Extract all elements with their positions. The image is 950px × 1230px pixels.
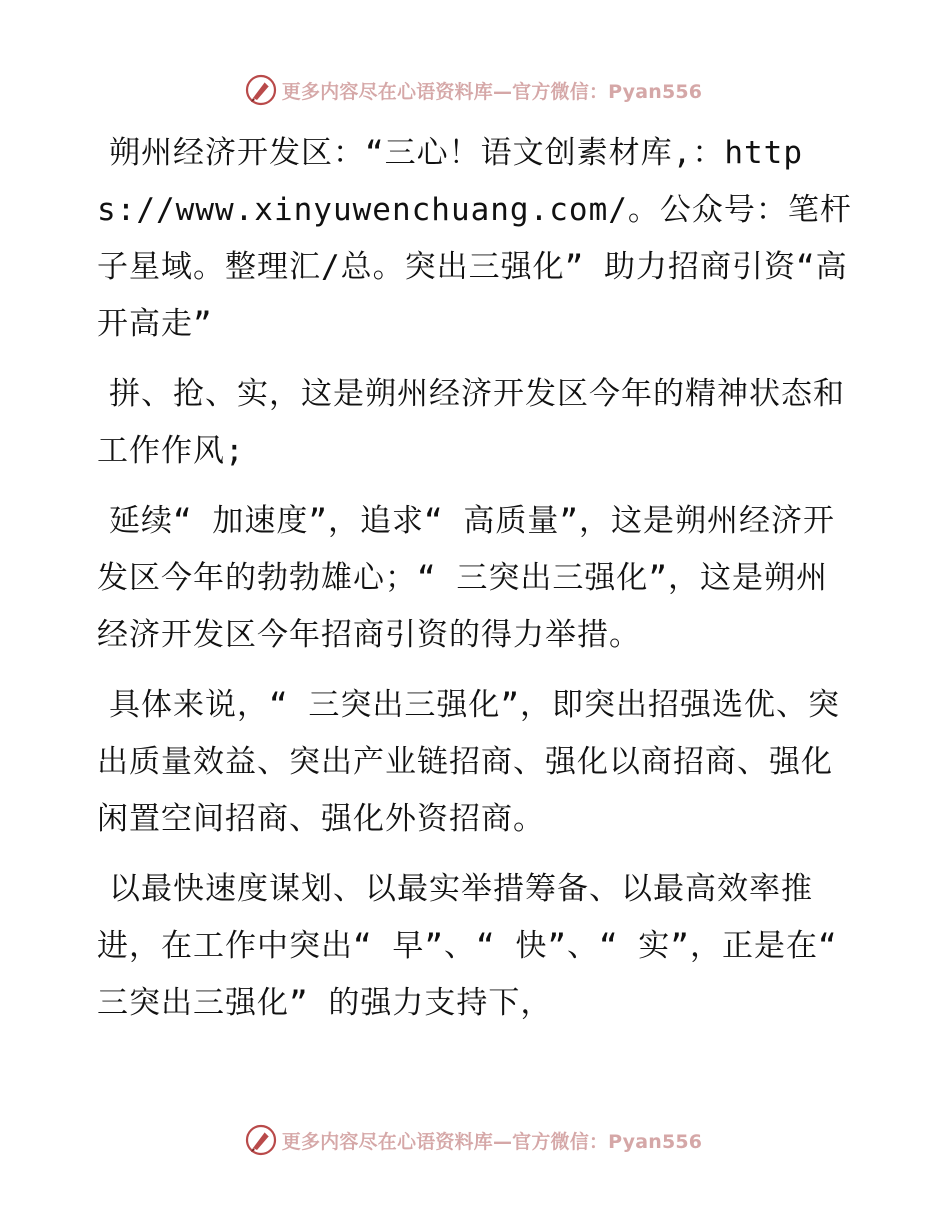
pen-nib-logo-icon xyxy=(244,1123,278,1157)
document-body xyxy=(97,125,857,1045)
paragraph: 朔州经济开发区：“三心！语文创素材库,：https://www.xinyuwenchuang.com/。公众号：笔杆子星域。整理汇/总。突出三强化” 助力招商引资“高开高走” xyxy=(97,135,852,342)
pen-nib-logo-icon xyxy=(244,73,278,107)
paragraph: 以最快速度谋划、以最实举措筹备、以最高效率推进，在工作中突出“ 早”、“ 快”、“ 实”，正是在“ 三突出三强化” 的强力支持下， xyxy=(97,871,838,1021)
footer-watermark xyxy=(0,1120,950,1160)
paragraph: 拼、抢、实，这是朔州经济开发区今年的精神状态和工作作风; xyxy=(97,376,845,469)
paragraph: 具体来说，“ 三突出三强化”，即突出招强选优、突出质量效益、突出产业链招商、强化以商招商、强化闲置空间招商、强化外资招商。 xyxy=(97,687,840,837)
watermark-text: 更多内容尽在心语资料库—官方微信：Pyan556 xyxy=(281,80,703,103)
paragraph: 延续“ 加速度”，追求“ 高质量”，这是朔州经济开发区今年的勃勃雄心；“ 三突出三强化”，这是朔州经济开发区今年招商引资的得力举措。 xyxy=(97,503,835,653)
header-watermark xyxy=(0,70,950,110)
watermark-text: 更多内容尽在心语资料库—官方微信：Pyan556 xyxy=(281,1130,703,1153)
